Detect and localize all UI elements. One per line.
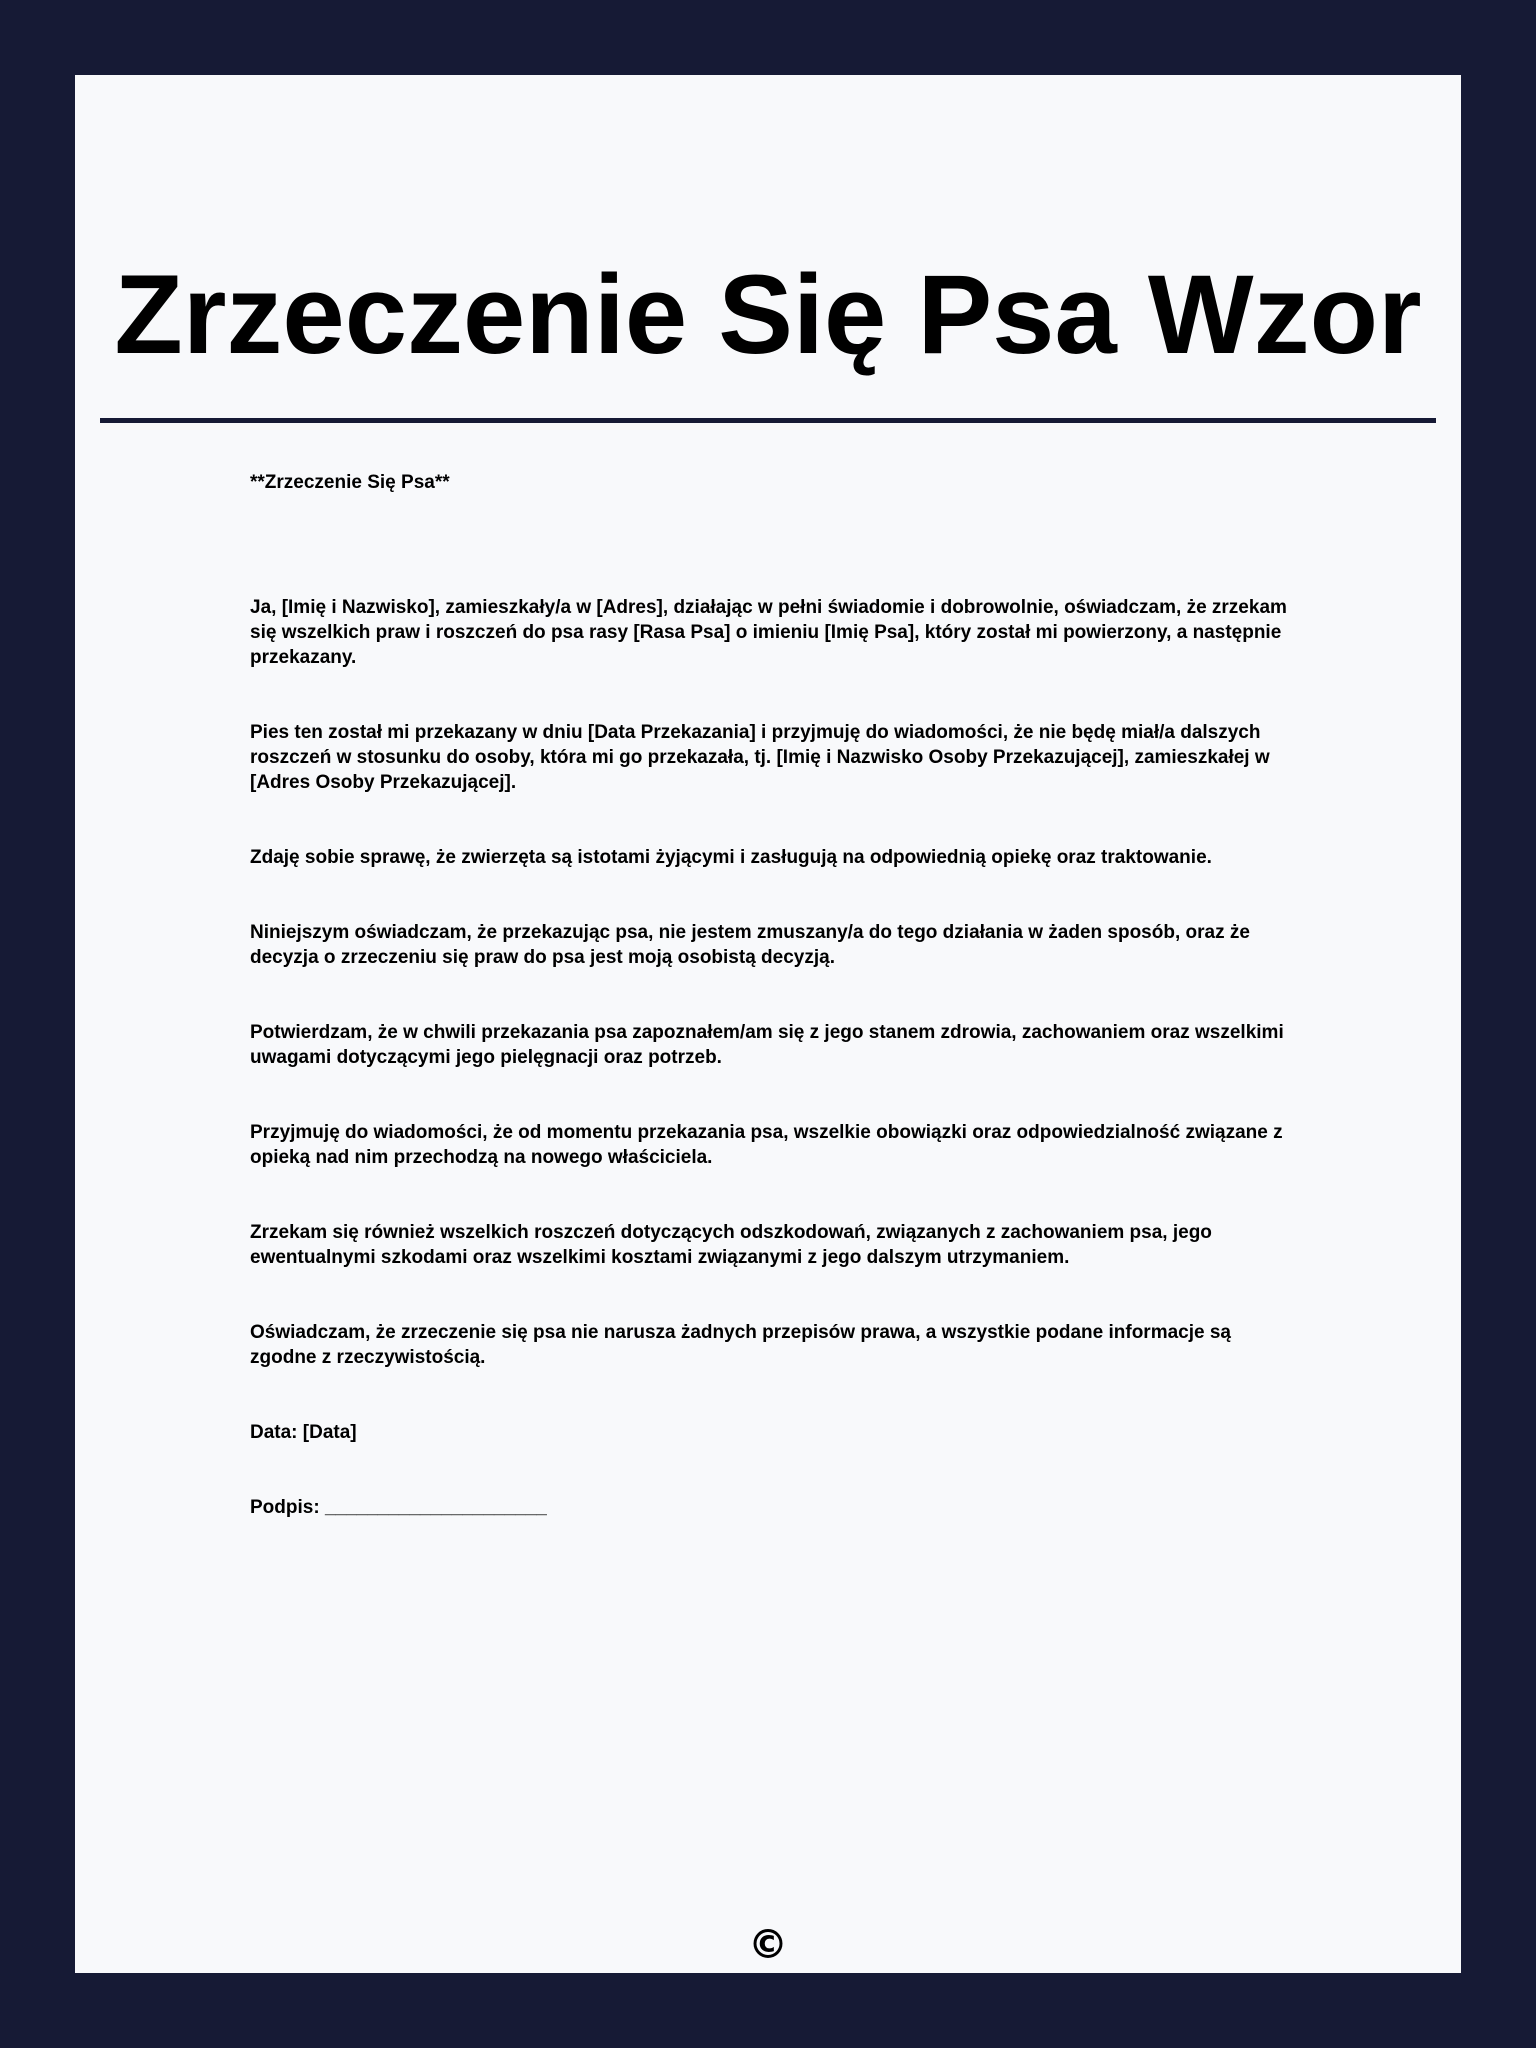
document-heading: **Zrzeczenie Się Psa** xyxy=(250,472,450,493)
document-title: Zrzeczenie Się Psa Wzor xyxy=(114,252,1422,377)
document-body xyxy=(250,470,1350,1520)
paragraph-legality: Oświadczam, że zrzeczenie się psa nie narusza żadnych przepisów prawa, a wszystkie podane informacje są zgodne z rzeczywistością. xyxy=(250,1322,1231,1368)
title-divider xyxy=(100,418,1436,423)
paragraph-identity: Ja, [Imię i Nazwisko], zamieszkały/a w [Adres], działając w pełni świadomie i dobrowolnie, oświadczam, że zrzekam się wszelkich praw i roszczeń do psa rasy [Rasa Psa] o imieniu [Imię Psa], który został mi powierzony, a następnie przekazany. xyxy=(250,597,1287,668)
paragraph-transfer: Pies ten został mi przekazany w dniu [Data Przekazania] i przyjmuję do wiadomości, że nie będę miał/a dalszych roszczeń w stosunku do osoby, która mi go przekazała, tj. [Imię i Nazwisko Osoby Przekazującej], zamieszkałej w [Adres Osoby Przekazującej]. xyxy=(250,722,1270,793)
paragraph-voluntary: Niniejszym oświadczam, że przekazując psa, nie jestem zmuszany/a do tego działania w żaden sposób, oraz że decyzja o zrzeczeniu się praw do psa jest moją osobistą decyzją. xyxy=(250,922,1250,968)
signature-field: Podpis: _____________________ xyxy=(250,1497,547,1518)
paragraph-claims: Zrzekam się również wszelkich roszczeń dotyczących odszkodowań, związanych z zachowaniem psa, jego ewentualnymi szkodami oraz wszelkimi kosztami związanymi z jego dalszym utrzymaniem. xyxy=(250,1222,1212,1268)
paragraph-awareness: Zdaję sobie sprawę, że zwierzęta są istotami żyjącymi i zasługują na odpowiednią opiekę oraz traktowanie. xyxy=(250,847,1212,868)
paragraph-responsibility: Przyjmuję do wiadomości, że od momentu przekazania psa, wszelkie obowiązki oraz odpowiedzialność związane z opieką nad nim przechodzą na nowego właściciela. xyxy=(250,1122,1283,1168)
paragraph-health: Potwierdzam, że w chwili przekazania psa zapoznałem/am się z jego stanem zdrowia, zachowaniem oraz wszelkimi uwagami dotyczącymi jego pielęgnacji oraz potrzeb. xyxy=(250,1022,1284,1068)
date-field: Data: [Data] xyxy=(250,1422,357,1443)
document-page xyxy=(75,75,1461,1973)
copyright-icon: © xyxy=(748,1922,788,1968)
